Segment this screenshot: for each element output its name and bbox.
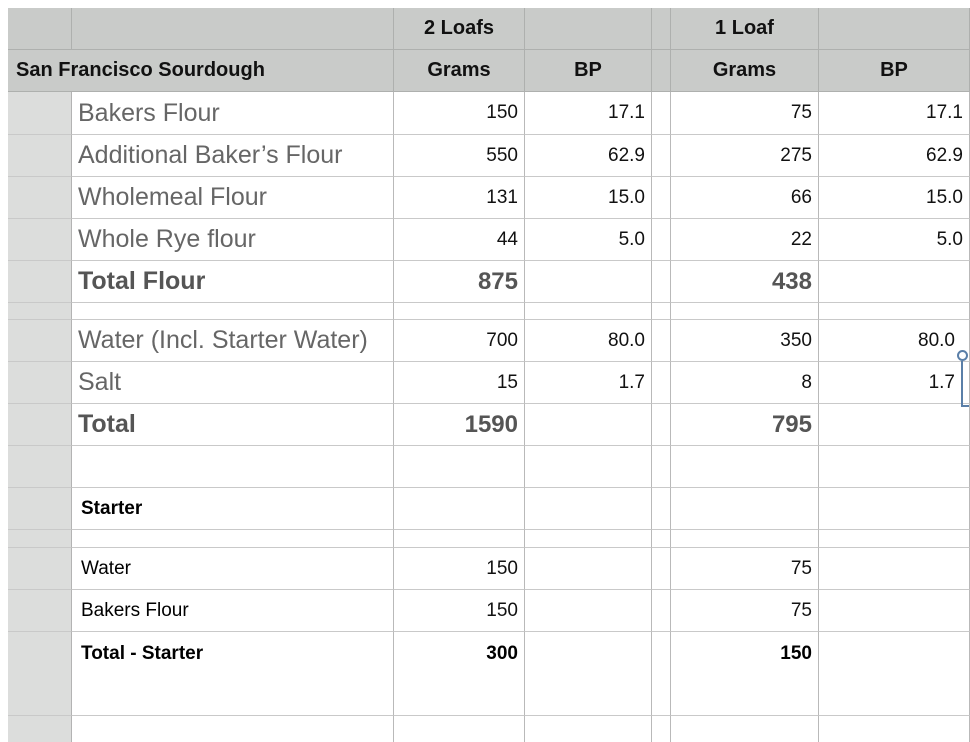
bp-2-cell[interactable]: 1.7	[525, 362, 652, 404]
grams-2-cell[interactable]: 700	[394, 320, 525, 362]
row-gutter[interactable]	[8, 632, 72, 716]
bp-1-cell[interactable]: 17.1	[819, 92, 970, 135]
header-grams-2[interactable]: Grams	[394, 50, 525, 92]
empty-cell[interactable]	[72, 530, 394, 548]
spacer-cell[interactable]	[652, 177, 671, 219]
grams-1-cell[interactable]: 66	[671, 177, 819, 219]
bp-2-cell[interactable]: 15.0	[525, 177, 652, 219]
spacer-cell[interactable]	[652, 92, 671, 135]
bp-1-cell[interactable]	[819, 404, 970, 446]
empty-cell[interactable]	[671, 530, 819, 548]
spacer-cell[interactable]	[652, 404, 671, 446]
empty-cell[interactable]	[394, 303, 525, 320]
row-gutter[interactable]	[8, 488, 72, 530]
row-gutter[interactable]	[8, 92, 72, 135]
bp-2-cell[interactable]: 62.9	[525, 135, 652, 177]
total-grams-2[interactable]: 1590	[394, 404, 525, 446]
selection-handle[interactable]	[957, 350, 968, 361]
bp-1-cell[interactable]: 62.9	[819, 135, 970, 177]
starter-grams-1[interactable]: 75	[671, 548, 819, 590]
spacer-cell[interactable]	[652, 716, 671, 742]
empty-cell[interactable]	[394, 488, 525, 530]
empty-cell[interactable]	[394, 716, 525, 742]
row-gutter[interactable]	[8, 590, 72, 632]
bp-2-cell[interactable]: 5.0	[525, 219, 652, 261]
spacer-cell[interactable]	[652, 261, 671, 303]
grams-2-cell[interactable]: 44	[394, 219, 525, 261]
spacer-cell[interactable]	[652, 135, 671, 177]
grams-2-cell[interactable]: 550	[394, 135, 525, 177]
header-2-loafs[interactable]: 2 Loafs	[394, 8, 525, 50]
bp-1-cell[interactable]: 80.0	[819, 320, 970, 362]
row-gutter[interactable]	[8, 320, 72, 362]
total-grams-1[interactable]: 795	[671, 404, 819, 446]
spacer-cell[interactable]	[652, 548, 671, 590]
spacer-cell[interactable]	[652, 632, 671, 716]
ingredient-label[interactable]: Water (Incl. Starter Water)	[72, 320, 394, 362]
empty-cell[interactable]	[525, 590, 652, 632]
bp-1-cell[interactable]: 5.0	[819, 219, 970, 261]
bp-2-cell[interactable]: 17.1	[525, 92, 652, 135]
header-spacer-cell[interactable]	[652, 50, 671, 92]
empty-cell[interactable]	[819, 632, 970, 716]
bp-1-cell[interactable]	[819, 261, 970, 303]
row-gutter[interactable]	[8, 135, 72, 177]
empty-cell[interactable]	[72, 446, 394, 488]
empty-cell[interactable]	[819, 303, 970, 320]
grams-2-cell[interactable]: 150	[394, 92, 525, 135]
bp-2-cell[interactable]	[525, 261, 652, 303]
spacer-cell[interactable]	[652, 219, 671, 261]
header-blank-cell[interactable]	[819, 8, 970, 50]
starter-grams-1[interactable]: 75	[671, 590, 819, 632]
ingredient-label[interactable]: Bakers Flour	[72, 92, 394, 135]
empty-cell[interactable]	[525, 716, 652, 742]
row-gutter[interactable]	[8, 716, 72, 742]
empty-cell[interactable]	[525, 488, 652, 530]
row-gutter[interactable]	[8, 548, 72, 590]
ingredient-label[interactable]: Wholemeal Flour	[72, 177, 394, 219]
selection-border	[961, 361, 963, 407]
empty-cell[interactable]	[819, 530, 970, 548]
row-gutter[interactable]	[8, 261, 72, 303]
starter-total-label[interactable]: Total - Starter	[72, 632, 394, 716]
row-gutter[interactable]	[8, 219, 72, 261]
grams-2-cell[interactable]: 131	[394, 177, 525, 219]
empty-cell[interactable]	[525, 446, 652, 488]
header-bp-1[interactable]: BP	[819, 50, 970, 92]
empty-cell[interactable]	[72, 303, 394, 320]
empty-cell[interactable]	[819, 488, 970, 530]
empty-cell[interactable]	[819, 446, 970, 488]
row-gutter[interactable]	[8, 446, 72, 488]
recipe-title[interactable]: San Francisco Sourdough	[8, 50, 394, 92]
starter-grams-2[interactable]: 150	[394, 590, 525, 632]
header-blank-cell[interactable]	[525, 8, 652, 50]
spacer-cell[interactable]	[652, 320, 671, 362]
empty-cell[interactable]	[819, 716, 970, 742]
empty-cell[interactable]	[671, 488, 819, 530]
empty-cell[interactable]	[671, 303, 819, 320]
grams-1-cell[interactable]: 75	[671, 92, 819, 135]
bp-2-cell[interactable]: 80.0	[525, 320, 652, 362]
header-spacer-cell[interactable]	[652, 8, 671, 50]
starter-ingredient-label[interactable]: Water	[72, 548, 394, 590]
total-flour-label[interactable]: Total Flour	[72, 261, 394, 303]
header-bp-2[interactable]: BP	[525, 50, 652, 92]
header-corner-cell[interactable]	[8, 8, 72, 50]
ingredient-label[interactable]: Salt	[72, 362, 394, 404]
spacer-cell[interactable]	[652, 488, 671, 530]
bp-1-cell[interactable]: 15.0	[819, 177, 970, 219]
bp-2-cell[interactable]	[525, 404, 652, 446]
header-grams-1[interactable]: Grams	[671, 50, 819, 92]
spacer-cell[interactable]	[652, 446, 671, 488]
grams-1-cell[interactable]: 8	[671, 362, 819, 404]
empty-cell[interactable]	[525, 530, 652, 548]
grams-1-cell[interactable]: 350	[671, 320, 819, 362]
empty-cell[interactable]	[671, 446, 819, 488]
selection-border-corner	[961, 405, 969, 407]
row-gutter[interactable]	[8, 404, 72, 446]
spacer-cell[interactable]	[652, 362, 671, 404]
total-flour-grams-1[interactable]: 438	[671, 261, 819, 303]
starter-grams-2[interactable]: 150	[394, 548, 525, 590]
header-blank-cell[interactable]	[72, 8, 394, 50]
starter-title[interactable]: Starter	[72, 488, 394, 530]
empty-cell[interactable]	[394, 446, 525, 488]
empty-cell[interactable]	[525, 548, 652, 590]
row-gutter[interactable]	[8, 303, 72, 320]
empty-cell[interactable]	[525, 632, 652, 716]
row-gutter[interactable]	[8, 362, 72, 404]
empty-cell[interactable]	[72, 716, 394, 742]
bp-1-cell-selected[interactable]: 1.7	[819, 362, 970, 404]
row-gutter[interactable]	[8, 177, 72, 219]
total-label[interactable]: Total	[72, 404, 394, 446]
row-gutter[interactable]	[8, 530, 72, 548]
empty-cell[interactable]	[671, 716, 819, 742]
empty-cell[interactable]	[819, 548, 970, 590]
spacer-cell[interactable]	[652, 530, 671, 548]
grams-1-cell[interactable]: 275	[671, 135, 819, 177]
ingredient-label[interactable]: Whole Rye flour	[72, 219, 394, 261]
header-1-loaf[interactable]: 1 Loaf	[671, 8, 819, 50]
spacer-cell[interactable]	[652, 303, 671, 320]
grams-2-cell[interactable]: 15	[394, 362, 525, 404]
grams-1-cell[interactable]: 22	[671, 219, 819, 261]
empty-cell[interactable]	[819, 590, 970, 632]
starter-total-grams-2[interactable]: 300	[394, 632, 525, 716]
spacer-cell[interactable]	[652, 590, 671, 632]
starter-ingredient-label[interactable]: Bakers Flour	[72, 590, 394, 632]
ingredient-label[interactable]: Additional Baker’s Flour	[72, 135, 394, 177]
total-flour-grams-2[interactable]: 875	[394, 261, 525, 303]
starter-total-grams-1[interactable]: 150	[671, 632, 819, 716]
empty-cell[interactable]	[394, 530, 525, 548]
empty-cell[interactable]	[525, 303, 652, 320]
